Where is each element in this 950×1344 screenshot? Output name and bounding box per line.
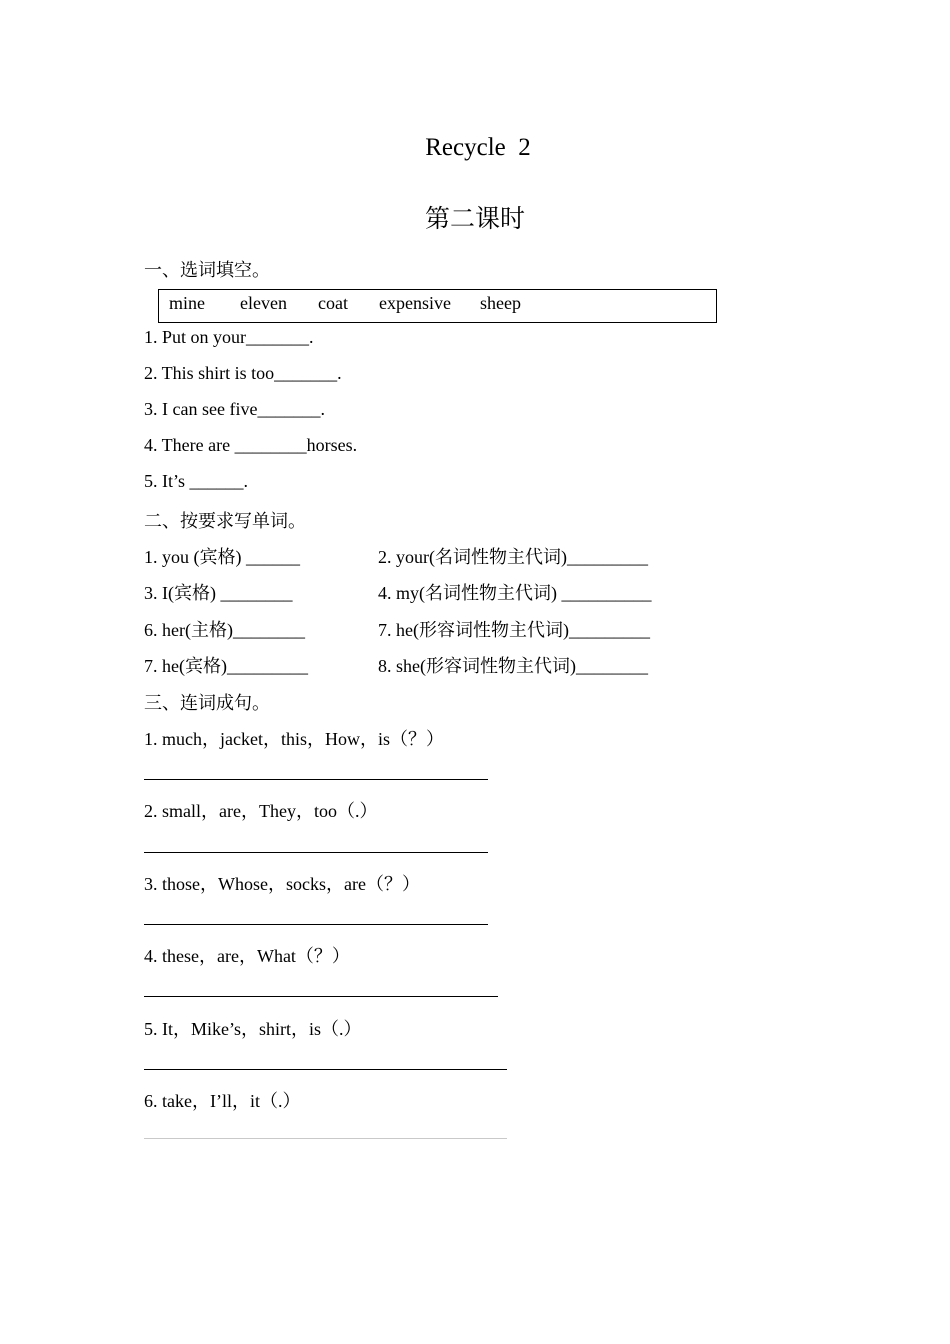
word-bank-word: coat	[318, 293, 348, 313]
word-bank-word: mine	[169, 293, 205, 313]
page-subtitle: 第二课时	[424, 206, 525, 233]
word-bank-word: eleven	[240, 293, 287, 313]
sentence-item: 3. those，Whose，socks，are（？）	[144, 874, 420, 894]
sentence-item: 1. much，jacket，this，How，is（？）	[144, 729, 444, 749]
section3-heading: 三、连词成句。	[144, 693, 270, 713]
section1-heading: 一、选词填空。	[144, 260, 270, 280]
word-form-item: 4. my(名词性物主代词) __________	[378, 583, 652, 603]
answer-line	[144, 996, 498, 997]
sentence-item: 6. take，I’ll，it（.）	[144, 1091, 301, 1111]
section2-heading: 二、按要求写单词。	[144, 511, 306, 531]
word-form-item: 3. I(宾格) ________	[144, 583, 293, 603]
word-form-item: 1. you (宾格) ______	[144, 547, 300, 567]
sentence-item: 4. these，are，What（？）	[144, 946, 350, 966]
answer-line	[144, 1069, 507, 1070]
fill-blank-item: 2. This shirt is too_______.	[144, 363, 342, 383]
word-bank-word: sheep	[480, 293, 521, 313]
word-form-item: 7. he(形容词性物主代词)_________	[378, 620, 650, 640]
word-bank-word: expensive	[379, 293, 451, 313]
answer-line	[144, 852, 488, 853]
sentence-item: 5. It，Mike’s，shirt，is（.）	[144, 1019, 362, 1039]
word-form-item: 6. her(主格)________	[144, 620, 305, 640]
page-title: Recycle 2	[425, 134, 531, 161]
fill-blank-item: 3. I can see five_______.	[144, 399, 325, 419]
answer-line	[144, 779, 488, 780]
answer-line	[144, 924, 488, 925]
fill-blank-item: 1. Put on your_______.	[144, 327, 314, 347]
sentence-item: 2. small，are，They，too（.）	[144, 801, 378, 821]
word-bank-box	[158, 289, 717, 323]
answer-line	[144, 1138, 507, 1139]
word-form-item: 7. he(宾格)_________	[144, 656, 308, 676]
fill-blank-item: 4. There are ________horses.	[144, 435, 358, 455]
fill-blank-item: 5. It’s ______.	[144, 471, 249, 491]
word-form-item: 2. your(名词性物主代词)_________	[378, 547, 648, 567]
word-form-item: 8. she(形容词性物主代词)________	[378, 656, 648, 676]
